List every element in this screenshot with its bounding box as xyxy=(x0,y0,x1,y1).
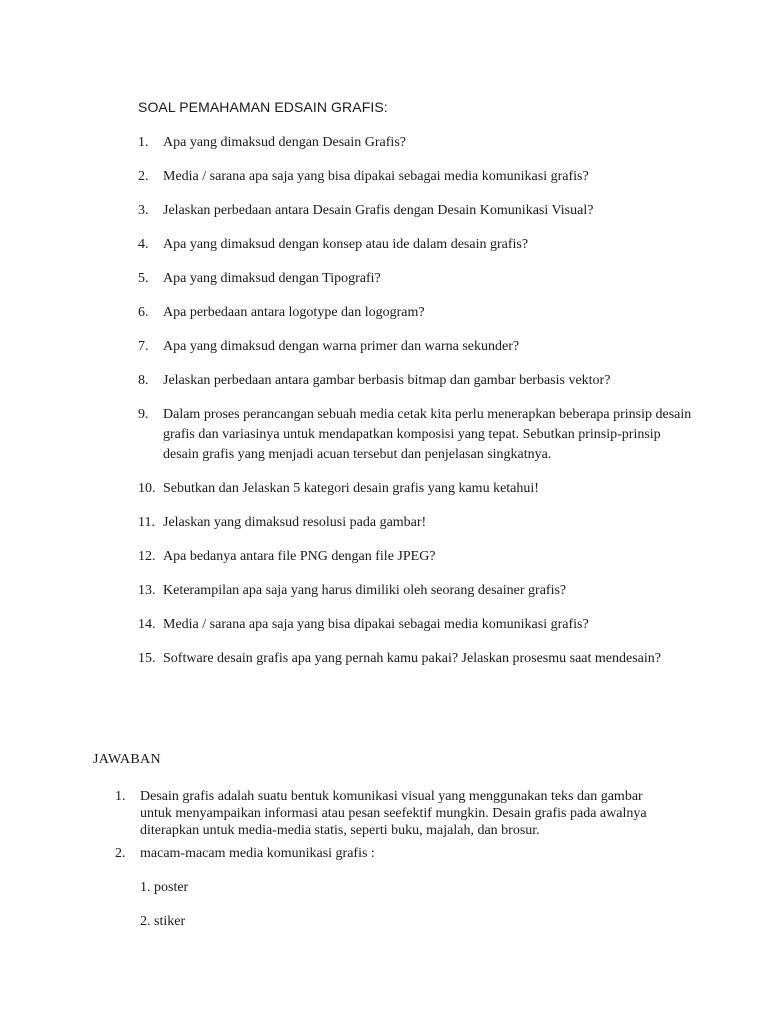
question-number: 6. xyxy=(138,305,149,320)
question-number: 2. xyxy=(138,169,149,184)
question-number: 3. xyxy=(138,203,149,218)
question-item xyxy=(138,479,698,499)
question-text: Apa yang dimaksud dengan warna primer dan warna sekunder? xyxy=(163,339,520,354)
question-item xyxy=(138,269,698,289)
question-number: 10. xyxy=(138,481,156,496)
question-list xyxy=(138,133,698,683)
question-item xyxy=(138,513,698,533)
question-item xyxy=(138,615,698,635)
question-number: 8. xyxy=(138,373,149,388)
question-item xyxy=(138,649,698,669)
question-text: Jelaskan perbedaan antara Desain Grafis dengan Desain Komunikasi Visual? xyxy=(163,203,594,218)
answer-number: 2. xyxy=(115,846,126,861)
question-number: 5. xyxy=(138,271,149,286)
question-number: 7. xyxy=(138,339,149,354)
answer-number: 1. xyxy=(115,789,126,804)
document-title: SOAL PEMAHAMAN EDSAIN GRAFIS: xyxy=(138,99,388,115)
question-number: 12. xyxy=(138,549,156,564)
question-number: 4. xyxy=(138,237,149,252)
question-text: Apa yang dimaksud dengan Tipografi? xyxy=(163,271,381,286)
question-number: 9. xyxy=(138,407,149,422)
question-item xyxy=(138,201,698,221)
question-item xyxy=(138,371,698,391)
answer-item xyxy=(115,788,675,839)
question-text: Keterampilan apa saja yang harus dimiliki oleh seorang desainer grafis? xyxy=(163,583,567,598)
question-text: Apa yang dimaksud dengan Desain Grafis? xyxy=(163,135,406,150)
question-text: Software desain grafis apa yang pernah kamu pakai? Jelaskan prosesmu saat mendesain? xyxy=(163,651,661,666)
question-text: Apa perbedaan antara logotype dan logogram? xyxy=(163,305,425,320)
question-item xyxy=(138,133,698,153)
question-item xyxy=(138,303,698,323)
question-text: Dalam proses perancangan sebuah media cetak kita perlu menerapkan beberapa prinsip desain grafis dan variasinya untuk mendapatkan komposisi yang tepat. Sebutkan prinsip-prinsip desain grafis yang menjadi acuan tersebut dan penjelasan singkatnya. xyxy=(163,407,692,462)
question-number: 14. xyxy=(138,617,156,632)
question-text: Media / sarana apa saja yang bisa dipakai sebagai media komunikasi grafis? xyxy=(163,617,589,632)
question-number: 13. xyxy=(138,583,156,598)
media-list xyxy=(140,878,188,946)
question-text: Jelaskan yang dimaksud resolusi pada gambar! xyxy=(163,515,427,530)
question-number: 11. xyxy=(138,515,155,530)
answers-heading: JAWABAN xyxy=(93,752,161,767)
question-item xyxy=(138,581,698,601)
question-text: Sebutkan dan Jelaskan 5 kategori desain grafis yang kamu ketahui! xyxy=(163,481,539,496)
question-item xyxy=(138,405,698,465)
question-number: 15. xyxy=(138,651,156,666)
question-number: 1. xyxy=(138,135,149,150)
media-list-item: 2. stiker xyxy=(140,914,186,929)
question-item xyxy=(138,235,698,255)
question-item xyxy=(138,167,698,187)
answer-text: macam-macam media komunikasi grafis : xyxy=(140,846,375,861)
question-text: Media / sarana apa saja yang bisa dipakai sebagai media komunikasi grafis? xyxy=(163,169,589,184)
question-text: Apa yang dimaksud dengan konsep atau ide dalam desain grafis? xyxy=(163,237,529,252)
question-item xyxy=(138,547,698,567)
question-text: Jelaskan perbedaan antara gambar berbasis bitmap dan gambar berbasis vektor? xyxy=(163,373,611,388)
answer-item xyxy=(115,845,675,862)
answer-text: Desain grafis adalah suatu bentuk komunikasi visual yang menggunakan teks dan gambar untuk menyampaikan informasi atau pesan seefektif mungkin. Desain grafis pada awalnya diterapkan untuk media-media statis, seperti buku, majalah, dan brosur. xyxy=(140,789,647,838)
question-text: Apa bedanya antara file PNG dengan file JPEG? xyxy=(163,549,436,564)
media-list-item: 1. poster xyxy=(140,880,189,895)
answer-list xyxy=(115,788,675,868)
question-item xyxy=(138,337,698,357)
